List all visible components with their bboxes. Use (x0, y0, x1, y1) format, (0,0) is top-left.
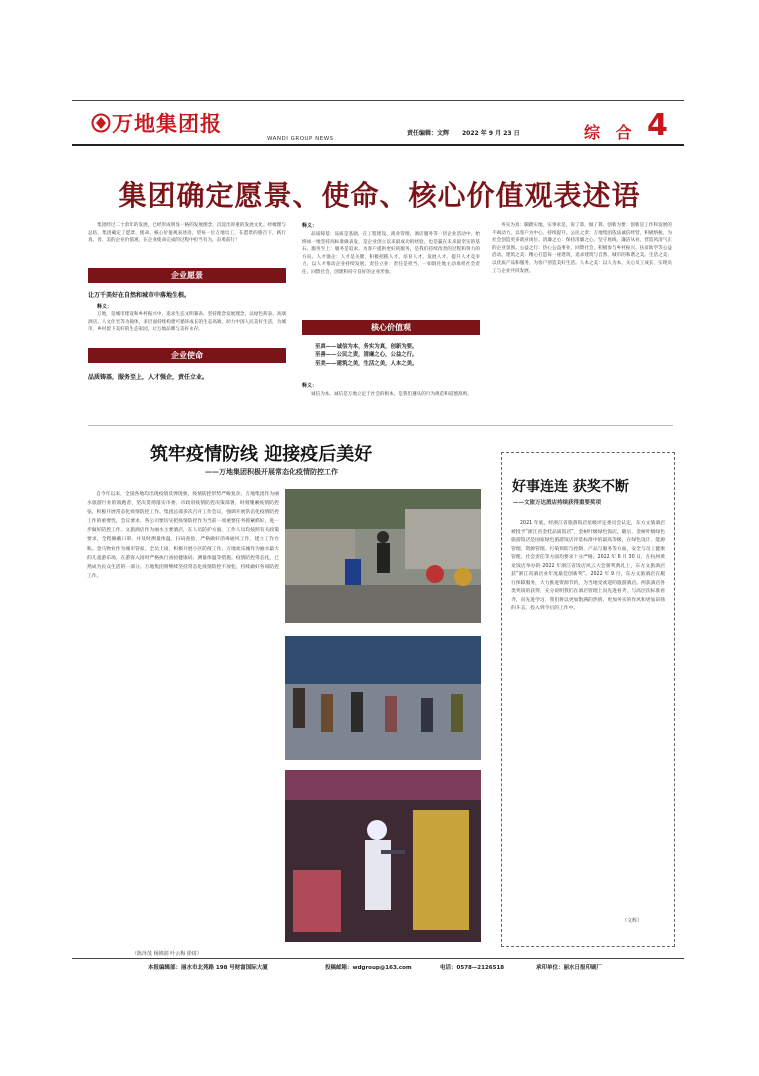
vision-note: 万地，是城市建设和乡村振兴中，追求生态文明兼表、坚持理念发展理念，以绿色荷表、高端酒店、人文住宅等为载体，多层面持续构建可循环成长的生态高端，助力中国人民美好生活，为城市、乡村留下美好的生态家园，让万地品牌与美好永存。 (88, 312, 286, 333)
main-headline: 集团确定愿景、使命、核心价值观表述语 (118, 179, 641, 212)
intro-paragraph: 集团经过二十余年的发展，已经形成明显一格的发展理念，沉淀出厚重的发展文化。经梳理与总结，集团确定了愿景、使命、核心价值观表述语，望每一位万地员工，在愿景的感召下，践行真、善、美的企业价值观，在企业使命完成的过程中担当有为，奋勇前行！ (88, 223, 286, 244)
editor-label: 责任编辑：文辉 (407, 130, 450, 137)
photo-queue-testing (285, 636, 481, 760)
core-value-beauty: 至美——建筑之美，生活之美，人本之美。 (315, 360, 418, 367)
vision-statement: 让万千美好在自然和城市中落地生根。 (88, 292, 191, 299)
sidebar-headline: 好事连连 获奖不断 (512, 479, 629, 495)
sidebar-body: 2021 年底，经浙江省旅游饭店星级评定委员会认定，东方文旅酒店被授予“浙江省金桂品质饭店”，金树叶级绿色饭店。随后，金树叶级绿色旅游饭店是国家绿色旅游饭店评选标准中的最高等级，在绿色设计、能源管理、资源管理、污染预防与控制、产品与服务等方面，安全与员工健康管理、社会责任等方面均要求十分严格。2022 年 6 月 30 日，在杭州黄龙饭店举办的 2022 年浙江省饭店风云大会颁奖典礼上，东方文旅酒店获“浙江省酒店业年度最佳创新奖”。2022 年 9 月，东方文旅酒店在履行保障服务，大力推进资源节约，为当地受欢迎的旅游酒店。两获酒店各类奖项的获得，充分说明我们在酒店管理上向先进看齐，与高层次标准看齐，向先进学习，我们将以更加饱满的热情、更加务实的作风和更加昂扬的斗志，投入到今后的工作中。 (511, 521, 665, 611)
sidebar-byline: （文辉） (622, 918, 643, 924)
section-bar-mission: 企业使命 (88, 348, 286, 363)
feature-body: 自今年以来，全国各地均出现疫情反弹现象，疫情防控形势严峻复杂。万地集团作为丽水旅游行业的领跑者，坚决贯彻落实市委、市政府疫情防控决策部署，时刻绷紧疫情防控弦，积极开展常态化疫情防控工作。集团总部多次召开工作会议，强调开展常态化疫情防控工作的重要性。会议要求，各公司要切实把疫情防控作为当前一项重要任务抓紧抓好，进一步做好防控工作。文旅酒店作为丽水主要酒店，在人员防护方面，工作人员均按照有关政策要求，全程佩戴口罩，并及时测量体温，扫码查验，严格做好消毒通风工作，建立工作台账。金马物业作为城市管家，全员上岗，积极开展小区防疫工作。万地欢乐城作为丽水最大的儿童游乐场，在游客入园时严格执行查验健康码、测量体温等措施。疫情防控常态化，已然成为民众生活的一部分。万地集团将继续坚持常态化疫情防控不放松，持续做好各项防控工作。 (87, 492, 279, 579)
logo-icon (91, 113, 111, 133)
core-values-list (315, 343, 480, 368)
core-value-goodness: 至善——公民之责，清廉之心，公益之行。 (315, 352, 418, 359)
footer-address: 本报编辑部：丽水市北苑路 198 号财富国际大厦 (148, 965, 268, 971)
masthead-bottom-rule (72, 144, 684, 146)
issue-date: 2022 年 9 月 23 日 (462, 130, 520, 137)
newspaper-logo: 万地集团报 (112, 111, 222, 136)
values-note-label: 释义： (302, 383, 318, 389)
section-name: 综 合 (584, 123, 637, 142)
mission-note: 品质铸基：品质是基础，在工程建设、商业管理、酒店服务等一切企业活动中，始终如一地坚持高标准做表发，是企业创立以来最成功的经验，也是赢在未来最坚实的基石。服务至上：服务是追求。为客户提供更好的服务，是我们持续改善的过程和努力的方向。人才强企：人才是关键，积极招揽人才，培育人才，发展人才，提升人才竞争力，以人才推动企业持续发展。责任立业：责任是担当，一如既往地主动承担社会责任，回馈社会，创建和持守良好的企业形象。 (302, 232, 480, 275)
values-explanation: 务实为真：脚踏实地，实事求是，说了算，做了算。创新为要：创新是工作和发展的不竭动力，以客户为中心，持续提升。公民之责：万地集团依法诚信经营，积极纳税，为社会创造更多就业岗位。清廉之心：保持清廉之心，坚守底线，廉洁从业，营造风清气正的企业氛围。公益之行：热心公益事业，回馈社会，积极参与乡村振兴、扶贫助学等公益活动。建筑之美：精心打造每一座建筑，追求建筑与自然、城市的和谐之美。生活之美：以优质产品和服务，为客户创造美好生活。人本之美：以人为本，关心员工成长，实现员工与企业共同发展。 (492, 223, 672, 274)
section-divider (88, 425, 673, 426)
masthead-english: WANDI GROUP NEWS (267, 136, 334, 142)
vision-note-label: 释义： (97, 304, 113, 310)
sidebar-subheadline: ——文旅万达酒店持续获得重要奖项 (513, 500, 602, 506)
masthead (72, 100, 684, 146)
section-bar-values: 核心价值观 (302, 320, 480, 335)
photo-playground-disinfection (285, 770, 481, 942)
masthead-top-rule (72, 100, 684, 101)
section-bar-vision: 企业愿景 (88, 268, 286, 283)
footer-email: 投稿邮箱：wdgroup@163.com (325, 965, 412, 971)
photo-disinfection-cart (285, 489, 481, 623)
footer-top-rule (72, 958, 684, 959)
feature-subheadline: ——万地集团积极开展常态化疫情防控工作 (205, 468, 338, 476)
feature-headline: 筑牢疫情防线 迎接疫后美好 (150, 444, 373, 465)
page-number: 4 (647, 108, 668, 143)
core-value-truth: 至真——诚信为本，务实为真，创新为要。 (315, 344, 418, 350)
footer-phone: 电话：0578—2126518 (440, 965, 505, 971)
mission-statement: 品质铸基，服务至上，人才强企，责任立业。 (88, 374, 209, 381)
values-note: 诚信为本，诚信是万地立足于社会的根本，是我们遵从的行为规范和道德准则。 (311, 392, 472, 397)
footer-printer: 承印单位：丽水日报印刷厂 (536, 965, 603, 971)
mission-note-label: 释义： (302, 223, 318, 229)
feature-byline: （陈泽茂 杨锦润 叶云梅 徐琦） (132, 951, 202, 957)
